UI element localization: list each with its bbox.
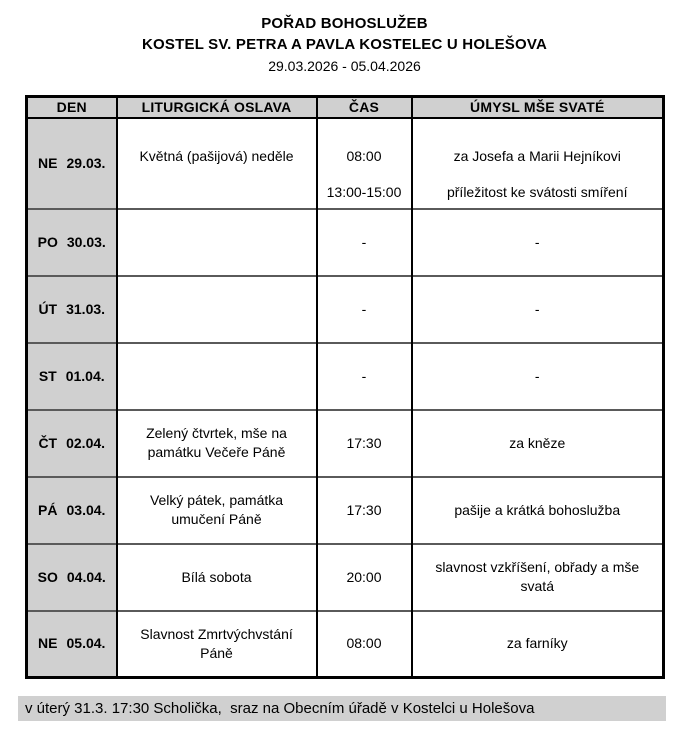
intention-cell	[412, 477, 664, 544]
time-cell	[317, 118, 412, 209]
time-value: 08:00	[346, 635, 382, 652]
time-value: 08:00	[346, 147, 382, 164]
day-abbr: PO	[37, 233, 58, 250]
celebration-cell	[117, 118, 317, 209]
celebration-cell	[117, 544, 317, 611]
intention-value: za kněze	[509, 434, 566, 451]
celebration-text: Velký pátek, památka umučení Páně	[149, 492, 284, 527]
celebration-text: Slavnost Zmrtvýchvstání Páně	[140, 625, 293, 661]
day-cell	[27, 477, 117, 544]
day-abbr: ÚT	[38, 300, 58, 317]
column-header-1: LITURGICKÁ OSLAVA	[117, 97, 317, 118]
table-row	[27, 343, 664, 410]
intention-cell	[412, 118, 664, 209]
day-cell	[27, 410, 117, 477]
time-cell	[317, 276, 412, 343]
day-date: 30.03.	[66, 233, 106, 250]
page-title: POŘAD BOHOSLUŽEB	[261, 15, 428, 32]
table-header-row	[27, 97, 664, 118]
day-abbr: ST	[38, 367, 57, 384]
time-value: 17:30	[346, 434, 382, 451]
day-abbr: ČT	[38, 434, 58, 451]
time-cell	[317, 410, 412, 477]
day-date: 31.03.	[66, 300, 106, 317]
intention-value: za Josefa a Marii Hejníkovi	[453, 147, 621, 164]
time-cell	[317, 477, 412, 544]
intention-value: příležitost ke svátosti smíření	[446, 183, 628, 200]
table-row	[27, 611, 664, 678]
date-range: 29.03.2026 - 05.04.2026	[268, 58, 421, 74]
celebration-cell	[117, 410, 317, 477]
day-date: 01.04.	[65, 367, 105, 384]
day-cell	[27, 118, 117, 209]
celebration-cell	[117, 209, 317, 276]
day-abbr: NE	[38, 154, 58, 171]
day-date: 02.04.	[66, 434, 106, 451]
intention-value: za farníky	[506, 635, 568, 652]
day-cell	[27, 544, 117, 611]
time-value: -	[361, 300, 367, 317]
intention-cell	[412, 276, 664, 343]
time-value: 13:00-15:00	[326, 183, 402, 200]
day-cell	[27, 209, 117, 276]
intention-cell	[412, 209, 664, 276]
time-cell	[317, 343, 412, 410]
column-header-0: DEN	[27, 97, 117, 118]
day-date: 04.04.	[66, 568, 106, 585]
time-value: 17:30	[346, 501, 382, 518]
celebration-text: Květná (pašijová) neděle	[139, 147, 294, 164]
time-cell	[317, 544, 412, 611]
time-value: -	[361, 367, 367, 384]
intention-value: slavnost vzkříšení, obřady a mše svatá	[435, 559, 640, 594]
page-subtitle: KOSTEL SV. PETRA A PAVLA KOSTELEC U HOLEŠOVA	[142, 36, 547, 53]
column-header-2: ČAS	[317, 97, 412, 118]
table-row	[27, 276, 664, 343]
intention-cell	[412, 410, 664, 477]
day-cell	[27, 343, 117, 410]
celebration-cell	[117, 276, 317, 343]
day-cell	[27, 276, 117, 343]
table-row	[27, 209, 664, 276]
intention-cell	[412, 544, 664, 611]
celebration-text: Bílá sobota	[181, 568, 252, 585]
day-date: 29.03.	[66, 154, 106, 171]
day-date: 03.04.	[66, 501, 106, 518]
celebration-cell	[117, 611, 317, 678]
table-row	[27, 118, 664, 209]
intention-value: -	[534, 233, 540, 250]
table-row	[27, 477, 664, 544]
day-abbr: NE	[38, 635, 58, 652]
intention-cell	[412, 611, 664, 678]
day-abbr: SO	[37, 568, 58, 585]
table-row	[27, 544, 664, 611]
time-value: 20:00	[346, 568, 382, 585]
time-cell	[317, 209, 412, 276]
intention-cell	[412, 343, 664, 410]
column-header-3: ÚMYSL MŠE SVATÉ	[412, 97, 664, 118]
time-cell	[317, 611, 412, 678]
celebration-cell	[117, 477, 317, 544]
page-header	[0, 13, 689, 77]
day-abbr: PÁ	[38, 501, 58, 518]
table-row	[27, 410, 664, 477]
intention-value: -	[534, 300, 540, 317]
day-date: 05.04.	[66, 635, 106, 652]
celebration-cell	[117, 343, 317, 410]
intention-value: -	[534, 367, 540, 384]
time-value: -	[361, 233, 367, 250]
day-cell	[27, 611, 117, 678]
celebration-text: Zelený čtvrtek, mše na památku Večeře Páně	[146, 425, 287, 460]
footer-note: v úterý 31.3. 17:30 Scholička, sraz na Obecním úřadě v Kostelci u Holešova	[18, 696, 666, 721]
schedule-table	[25, 95, 665, 679]
intention-value: pašije a krátká bohoslužba	[454, 501, 621, 518]
